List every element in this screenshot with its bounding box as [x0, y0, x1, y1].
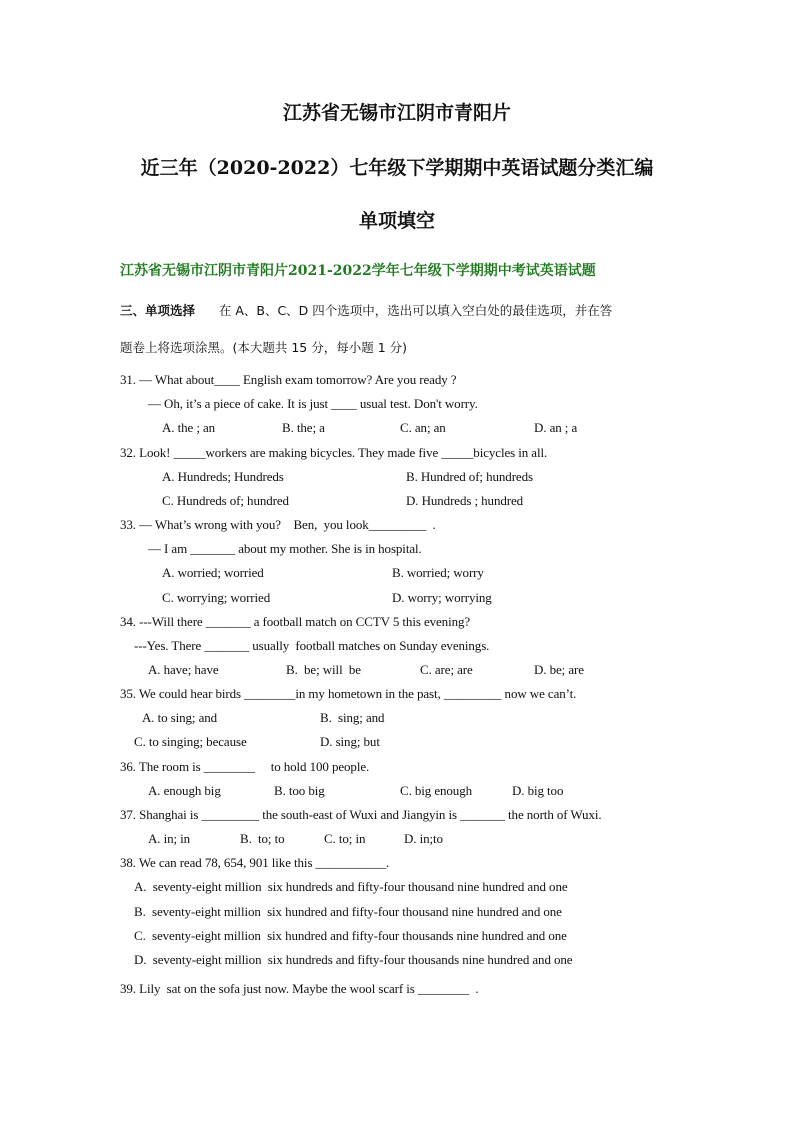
option-34-b: B. be; will be	[286, 662, 361, 677]
option-31-c: C. an; an	[400, 420, 446, 435]
option-33-a: A. worried; worried	[162, 565, 264, 580]
section-label: 三、单项选择	[120, 303, 196, 318]
option-32-d: D. Hundreds ; hundred	[406, 493, 524, 508]
question-39: 39. Lily sat on the sofa just now. Maybe the wool scarf is ________ .	[120, 981, 479, 996]
option-36-c: C. big enough	[400, 783, 473, 798]
doc-title-line-2: 近三年（2020-2022）七年级下学期期中英语试题分类汇编	[140, 157, 654, 179]
option-34-a: A. have; have	[148, 662, 219, 677]
question-31: 31. — What about____ English exam tomorrow? Are you ready ?	[120, 372, 457, 387]
question-34: 34. ---Will there _______ a football match on CCTV 5 this evening?	[120, 614, 471, 629]
option-32-b: B. Hundred of; hundreds	[406, 469, 533, 484]
question-32: 32. Look! _____workers are making bicycles. They made five _____bicycles in all.	[120, 445, 548, 460]
doc-title-line-3: 单项填空	[358, 210, 435, 232]
option-37-b: B. to; to	[240, 831, 285, 846]
option-38-d: D. seventy-eight million six hundreds and fifty-four thousands nine hundred and one	[134, 952, 573, 967]
option-34-d: D. be; are	[534, 662, 584, 677]
option-35-d: D. sing; but	[320, 734, 380, 749]
option-37-a: A. in; in	[148, 831, 191, 846]
option-35-a: A. to sing; and	[142, 710, 218, 725]
option-38-a: A. seventy-eight million six hundreds and fifty-four thousand nine hundred and one	[134, 879, 568, 894]
question-35: 35. We could hear birds ________in my hometown in the past, _________ now we can’t.	[120, 686, 577, 701]
option-33-c: C. worrying; worried	[162, 590, 271, 605]
question-33: 33. — What’s wrong with you? Ben, you look_________ .	[120, 517, 436, 532]
question-33-reply: — I am _______ about my mother. She is in hospital.	[148, 541, 422, 556]
option-31-b: B. the; a	[282, 420, 325, 435]
section-instruction-cont: 题卷上将选项涂黑。(本大题共 15 分，每小题 1 分)	[120, 340, 408, 355]
option-38-b: B. seventy-eight million six hundred and fifty-four thousand nine hundred and one	[134, 904, 562, 919]
doc-title-line-1: 江苏省无锡市江阴市青阳片	[282, 102, 511, 124]
option-36-b: B. too big	[274, 783, 325, 798]
option-37-d: D. in;to	[404, 831, 443, 846]
section-instruction-text: 在 A、B、C、D 四个选项中，选出可以填入空白处的最佳选项，并在答	[218, 303, 613, 318]
option-33-d: D. worry; worrying	[392, 590, 492, 605]
option-31-a: A. the ; an	[162, 420, 216, 435]
option-31-d: D. an ; a	[534, 420, 578, 435]
option-32-a: A. Hundreds; Hundreds	[162, 469, 284, 484]
question-37: 37. Shanghai is _________ the south-east of Wuxi and Jiangyin is _______ the north of Wuxi.	[120, 807, 602, 822]
question-34-reply: ---Yes. There _______ usually football matches on Sunday evenings.	[134, 638, 490, 653]
source-heading: 江苏省无锡市江阴市青阳片2021-2022学年七年级下学期期中考试英语试题	[120, 263, 596, 279]
option-35-c: C. to singing; because	[134, 734, 247, 749]
option-35-b: B. sing; and	[320, 710, 385, 725]
option-36-a: A. enough big	[148, 783, 221, 798]
question-31-reply: — Oh, it’s a piece of cake. It is just ____ usual test. Don't worry.	[148, 396, 478, 411]
question-38: 38. We can read 78, 654, 901 like this ___________.	[120, 855, 390, 870]
option-34-c: C. are; are	[420, 662, 473, 677]
question-36: 36. The room is ________ to hold 100 people.	[120, 759, 370, 774]
option-37-c: C. to; in	[324, 831, 366, 846]
option-38-c: C. seventy-eight million six hundred and fifty-four thousands nine hundred and one	[134, 928, 567, 943]
option-36-d: D. big too	[512, 783, 564, 798]
option-32-c: C. Hundreds of; hundred	[162, 493, 289, 508]
option-33-b: B. worried; worry	[392, 565, 484, 580]
section-instruction	[120, 301, 612, 319]
